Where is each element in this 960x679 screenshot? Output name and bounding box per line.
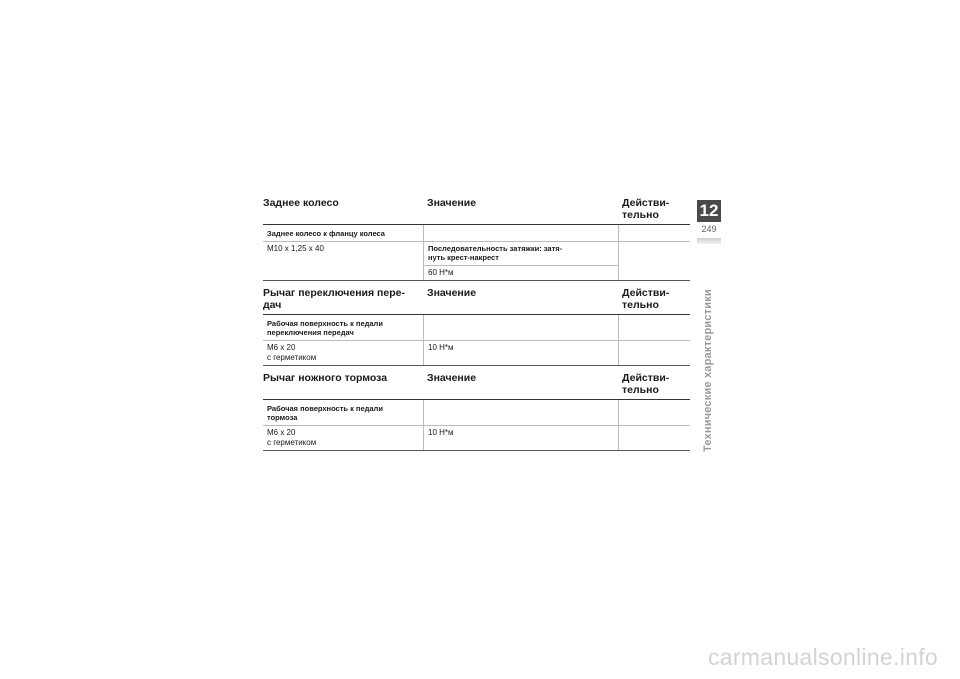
torque-value: 10 Н*м (423, 341, 618, 365)
watermark: carmanualsonline.info (707, 644, 938, 670)
section-title: Рычаг ножного тормоза (263, 371, 388, 384)
value-cell (423, 242, 618, 280)
valid-column-header: Действи- тельно (622, 197, 670, 221)
spec-cell: M6 x 20 с герметиком (267, 342, 317, 362)
section-header-brake-lever (263, 368, 690, 400)
spec-cell: M10 x 1,25 x 40 (267, 243, 324, 253)
subheading: Рабочая поверхность к педали тормоза (267, 403, 383, 422)
page-number: 249 (701, 224, 717, 234)
valid-column-header: Действи- тельно (622, 286, 670, 311)
spec-cell: M6 x 20 с герметиком (267, 427, 317, 447)
table-row (263, 426, 690, 451)
torque-value: 10 Н*м (423, 426, 618, 450)
value-column-header: Значение (427, 197, 477, 209)
tightening-note: Последовательность затяжки: затя- нуть крест-накрест (424, 242, 618, 266)
torque-table (263, 193, 690, 451)
chapter-side-title: Технические характеристики (702, 289, 714, 452)
valid-column-header: Действи- тельно (622, 371, 670, 396)
table-row-subheading (263, 315, 690, 341)
subheading: Заднее колесо к фланцу колеса (267, 229, 385, 238)
tab-gradient-bar (697, 238, 721, 244)
section-header-shift-lever (263, 283, 690, 315)
torque-value: 60 Н*м (428, 267, 454, 277)
section-title: Заднее колесо (263, 197, 339, 209)
value-column-header: Значение (427, 371, 477, 384)
table-row-subheading (263, 400, 690, 426)
table-row (263, 341, 690, 366)
section-title: Рычаг переключения пере- дач (263, 286, 405, 311)
value-column-header: Значение (427, 286, 477, 299)
table-row-subheading (263, 225, 690, 242)
table-row (263, 242, 690, 281)
chapter-number-tab: 12 (697, 200, 721, 222)
section-header-rear-wheel (263, 193, 690, 225)
subheading: Рабочая поверхность к педали переключения передач (267, 318, 383, 337)
